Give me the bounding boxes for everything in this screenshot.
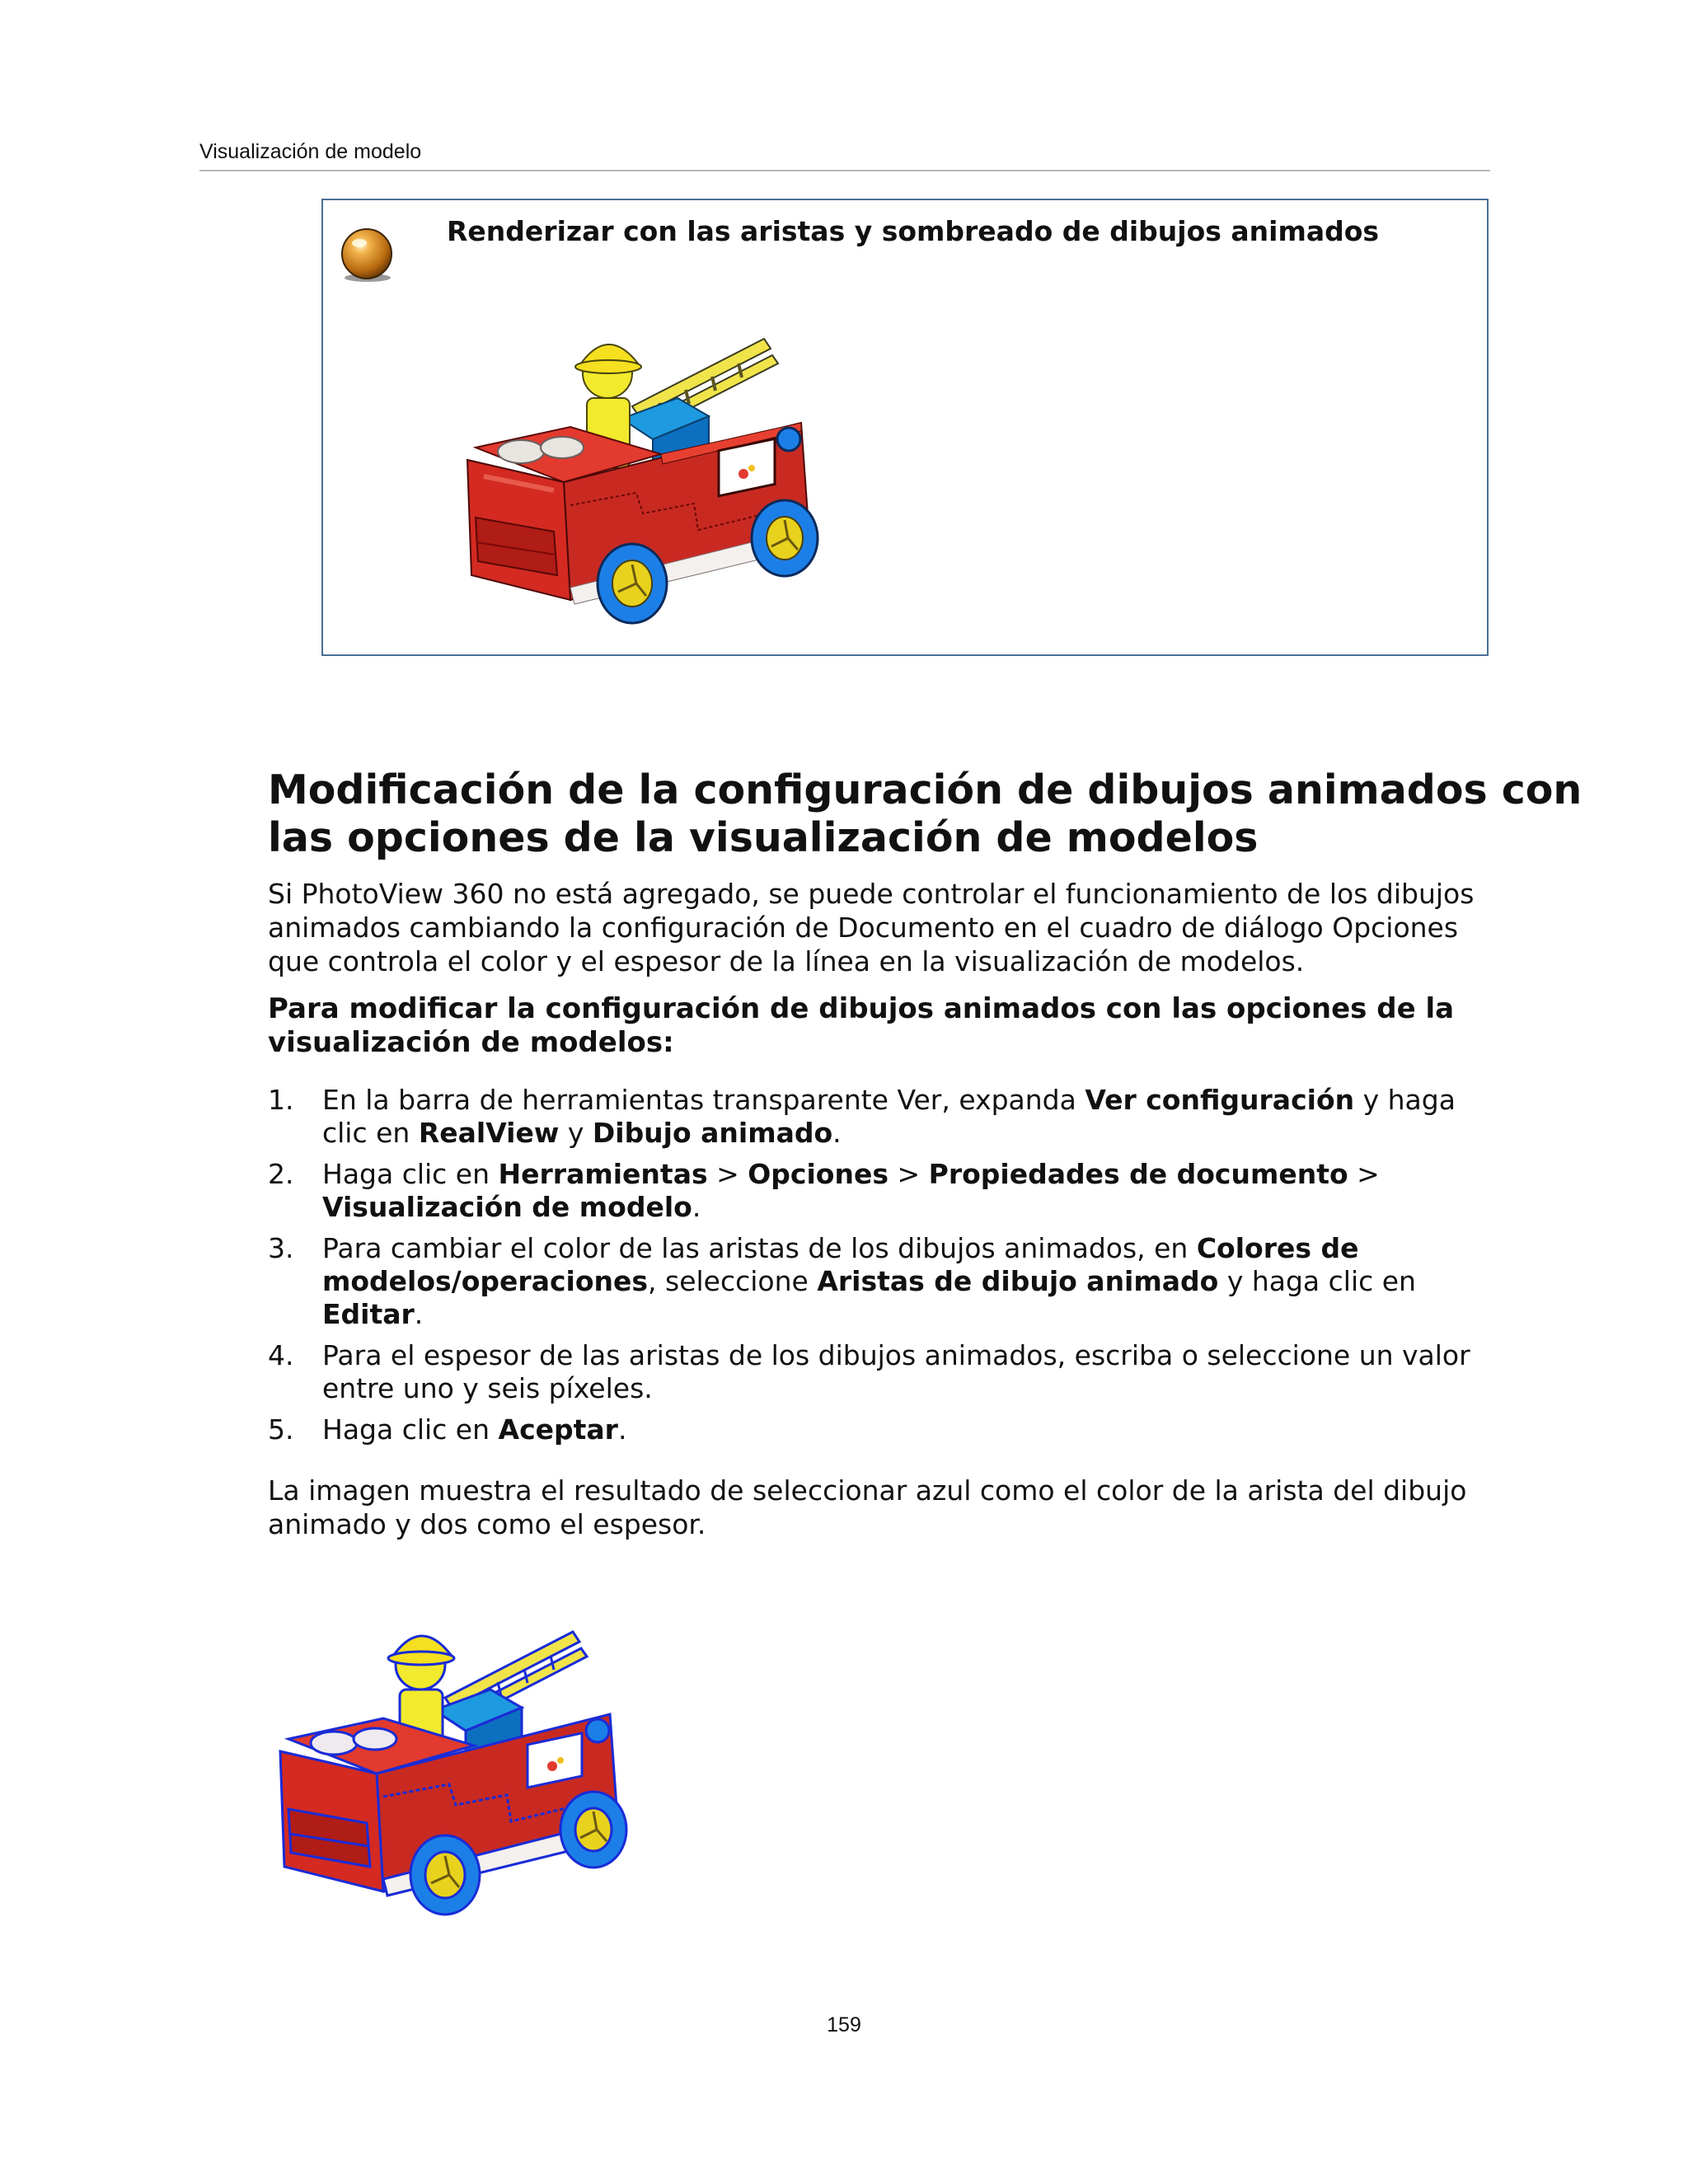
step-5	[268, 1413, 1470, 1446]
step-1-line-2	[322, 1117, 1470, 1150]
result-line-1: La imagen muestra el resultado de seleccionar azul como el color de la arista del dibujo	[268, 1474, 1467, 1507]
step-emphasis: RealView	[418, 1117, 560, 1149]
step-number: 4.	[268, 1339, 294, 1371]
step-3	[268, 1232, 1470, 1331]
info-box	[321, 199, 1489, 656]
result-line-2: animado y dos como el espesor.	[268, 1508, 706, 1540]
step-emphasis: Herramientas	[498, 1158, 708, 1190]
header-rule	[199, 170, 1490, 171]
procedure-title	[268, 992, 1454, 1060]
step-4	[268, 1339, 1470, 1405]
box-title: Renderizar con las aristas y sombreado de dibujos animados	[447, 215, 1380, 247]
step-text: y haga	[1354, 1084, 1456, 1116]
intro-line-2: animados cambiando la configuración de Documento en el cuadro de diálogo Opciones	[268, 912, 1459, 944]
step-emphasis: Editar	[322, 1298, 415, 1330]
step-text: .	[617, 1413, 627, 1446]
step-text: .	[832, 1117, 842, 1149]
step-number: 3.	[268, 1232, 294, 1264]
page-number: 159	[827, 2013, 861, 2036]
step-2-line-1	[322, 1158, 1470, 1191]
step-text: >	[889, 1158, 929, 1190]
step-3-line-2	[322, 1265, 1470, 1298]
step-4-line-2: entre uno y seis píxeles.	[322, 1372, 653, 1404]
fire-truck-blue-edges-image	[264, 1562, 659, 1924]
step-text: En la barra de herramientas transparente Ver, expanda	[322, 1084, 1085, 1116]
result-paragraph	[268, 1474, 1466, 1541]
intro-line-1: Si PhotoView 360 no está agregado, se puede controlar el funcionamiento de los dibujos	[268, 878, 1475, 910]
step-1-line-1	[322, 1084, 1470, 1117]
step-text: Para cambiar el color de las aristas de los dibujos animados, en	[322, 1232, 1197, 1264]
procedure-title-line-2: visualización de modelos:	[268, 1026, 674, 1059]
step-emphasis: modelos/operaciones	[322, 1265, 649, 1297]
step-text: y	[559, 1117, 593, 1149]
step-2-line-2	[322, 1191, 1470, 1224]
procedure-title-line-1: Para modificar la configuración de dibujos animados con las opciones de la	[268, 992, 1455, 1025]
step-emphasis: Visualización de modelo	[322, 1191, 692, 1223]
step-emphasis: Colores de	[1196, 1232, 1359, 1264]
step-text: .	[692, 1191, 701, 1223]
step-text: y haga clic en	[1218, 1265, 1416, 1297]
step-3-line-3	[322, 1298, 1470, 1331]
step-text: , seleccione	[648, 1265, 818, 1297]
section-title	[268, 766, 1582, 862]
step-emphasis: Aceptar	[498, 1413, 618, 1446]
steps-list	[268, 1084, 1470, 1455]
step-number: 1.	[268, 1084, 294, 1116]
step-emphasis: Ver configuración	[1085, 1084, 1355, 1116]
step-number: 2.	[268, 1158, 294, 1190]
step-emphasis: Opciones	[748, 1158, 889, 1190]
intro-line-3: que controla el color y el espesor de la línea en la visualización de modelos.	[268, 945, 1305, 977]
step-text: Haga clic en	[322, 1413, 499, 1446]
step-4-line-1: Para el espesor de las aristas de los dibujos animados, escriba o seleccione un valor	[322, 1339, 1470, 1371]
running-header: Visualización de modelo	[199, 140, 422, 163]
step-text: >	[1348, 1158, 1380, 1190]
step-1	[268, 1084, 1470, 1150]
step-text: >	[707, 1158, 748, 1190]
step-text: .	[414, 1298, 424, 1330]
step-2	[268, 1158, 1470, 1224]
fire-truck-image	[447, 266, 859, 637]
step-emphasis: Dibujo animado	[592, 1117, 833, 1149]
step-text: clic en	[322, 1117, 419, 1149]
step-text: Haga clic en	[322, 1158, 499, 1190]
step-3-line-1	[322, 1232, 1470, 1265]
step-emphasis: Propiedades de documento	[928, 1158, 1348, 1190]
section-title-line-1: Modificación de la configuración de dibujos animados con	[268, 766, 1582, 813]
intro-paragraph	[268, 877, 1474, 978]
step-emphasis: Aristas de dibujo animado	[817, 1265, 1219, 1297]
shaded-sphere-icon	[338, 225, 396, 284]
section-title-line-2: las opciones de la visualización de modelos	[268, 814, 1259, 861]
step-number: 5.	[268, 1413, 294, 1446]
step-5-line-1	[322, 1413, 1470, 1446]
